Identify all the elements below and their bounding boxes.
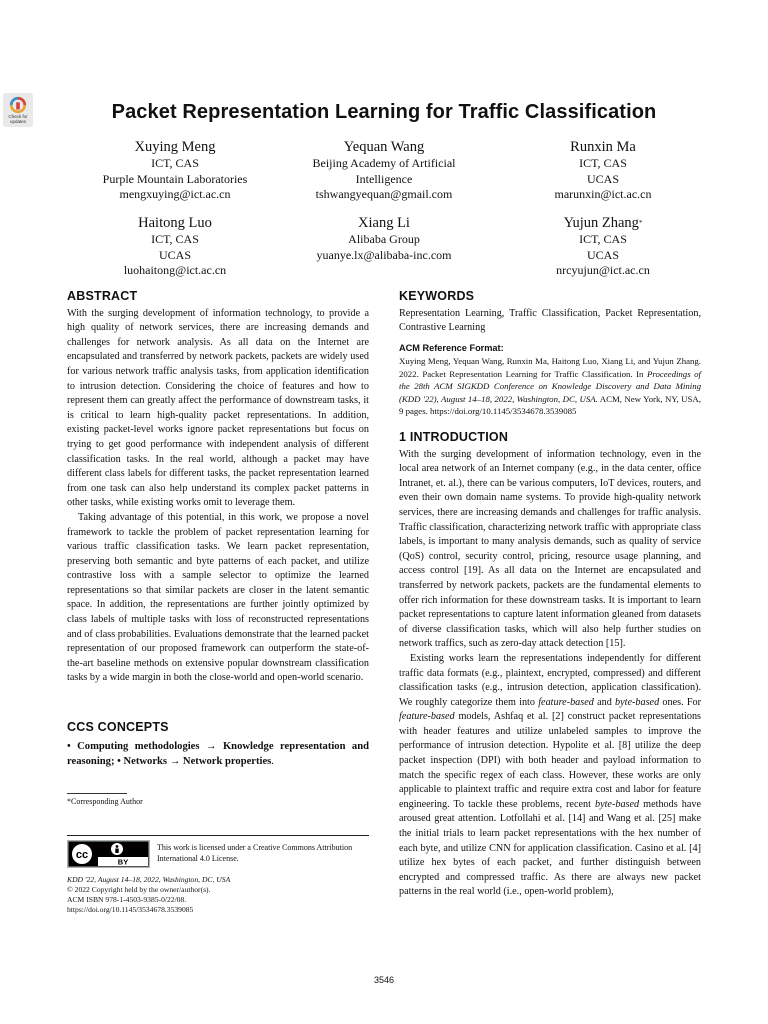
copyright-line: © 2022 Copyright held by the owner/author(s). (67, 885, 211, 894)
intro-paragraph: Existing works learn the representations independently for different traffic data formats (e.g., plaintext, encrypted, compressed) and different classification tasks (e.g., intrusion detection, application classification). We roughly categorize them into feature-based and byte-based ones. For feature-based models, Ashfaq et al. [2] construct packet representations with header features and utilize unlabeled samples to improve the performance of intrusion detection. Hypolite et al. [8] utilize the deep packet inspection (DPI) with both header and payload information to match the specific regex of each class. However, these works are only applicable to plaintext traffic and require extra cost and labor for feature engineering. To tackle these problems, recent byte-based methods have aroused great attention. Lotfollahi et al. [14] and Wang et al. [25] make the initial trials to learn packet representations with the hex number of each byte, and utilize CNN for application classification. Casino et al. [4] utilize hex bytes of each packet, and further distinguish between encrypted and compressed traffic. As there are always new packet patterns in the real world (i.e., open-world problem), (399, 652, 701, 898)
abstract-paragraph: Taking advantage of this potential, in this work, we propose a novel framework to tackle the problem of packet representation learning for various traffic classification tasks. We learn packet representation, preserving both semantic and byte patterns of each packet, and utilize contrastive loss with a sample selector to optimize the learned representations so that similar packets are closer in the latent semantic space. In addition, the representations are further jointly optimized by class labels of multiple tasks with loss of reconstructed representations and of class probabilities. Evaluations demonstrate that the learned packet representation of our proposed framework can outperform the state-of-the-art baseline methods on extensive popular downstream classification tasks by a wide margin in both the close-world and open-world scenario. (67, 511, 369, 684)
ccs-concepts-text: • Computing methodologies → Knowledge representation and reasoning; • Networks → Network properties. (67, 740, 369, 767)
abstract-heading: ABSTRACT (67, 289, 138, 303)
author-name: Xuying Meng (134, 139, 216, 155)
footnote-divider (67, 793, 127, 794)
keywords-text: Representation Learning, Traffic Classification, Packet Representation, Contrastive Learning (399, 307, 701, 334)
author-name: Yequan Wang (343, 139, 425, 155)
abstract-paragraph: With the surging development of information technology, to provide a high quality of network services, there are increasing demands and challenges for network analysis. As all data on the Internet are encapsulated and transferred by network packets, packets are widely used for various network traffic analysis tasks, from application identification to intrusion detection. Considering the choice of features and how to represent them can greatly affect the performance of downstream tasks, it is critical to learn high-quality packet representations. In addition, existing packet-level works ignore packet representations but focus on trying to get good performance with independent analysis of different classification tasks. In the real world, although a packet may have different class labels for different tasks, the packet representation learned from one task can also help understand its complex packet patterns in other tasks, while existing works omit to leverage them. (67, 307, 369, 509)
author-affiliation: ICT, CAS (579, 232, 627, 246)
publication-info (67, 875, 369, 915)
author-block (80, 139, 270, 203)
author-name: Haitong Luo (138, 215, 212, 231)
page-number: 3546 (373, 975, 395, 985)
ccs-heading: CCS CONCEPTS (67, 720, 169, 734)
keywords-section (399, 289, 701, 418)
cc-by-license-logo[interactable] (67, 840, 150, 868)
author-affiliation: UCAS (586, 247, 619, 262)
author-name: Yujun Zhang* (563, 215, 643, 231)
abstract-section (67, 289, 369, 686)
author-block (289, 139, 479, 203)
crossmark-icon (9, 96, 27, 114)
author-block (289, 215, 479, 263)
author-affiliation: UCAS (586, 171, 619, 186)
check-for-updates-badge[interactable] (3, 93, 33, 127)
license-divider (67, 835, 369, 836)
conference-line: KDD '22, August 14–18, 2022, Washington, DC, USA (67, 875, 231, 884)
author-block (508, 215, 698, 279)
license-statement: This work is licensed under a Creative Commons Attribution International 4.0 License. (157, 843, 353, 863)
author-affiliation: ICT, CAS (579, 156, 627, 170)
author-affiliation: Purple Mountain Laboratories (102, 171, 248, 186)
author-affiliation: ICT, CAS (151, 232, 199, 246)
acm-reference-text: Xuying Meng, Yequan Wang, Runxin Ma, Haitong Luo, Xiang Li, and Yujun Zhang. 2022. Packet Representation Learning for Traffic Classification. In Proceedings of the 28th ACM SIGKDD Conference on Knowledge Discovery and Data Mining (KDD '22), August 14–18, 2022, Washington, DC, USA. ACM, New York, NY, USA, 9 pages. https://doi.org/10.1145/3534678.3539085 (399, 356, 702, 417)
isbn-line: ACM ISBN 978-1-4503-9385-0/22/08. (67, 895, 187, 904)
svg-text:BY: BY (117, 857, 129, 867)
paper-title: Packet Representation Learning for Traffic Classification (111, 101, 657, 123)
ccs-section (67, 720, 369, 769)
author-name: Runxin Ma (570, 139, 636, 155)
cc-by-icon (67, 840, 150, 868)
author-email[interactable]: mengxuying@ict.ac.cn (119, 187, 231, 201)
author-block (80, 215, 270, 279)
acm-reference (399, 341, 701, 418)
introduction-section (399, 430, 701, 900)
author-email[interactable]: nrcyujun@ict.ac.cn (556, 263, 650, 277)
author-email[interactable]: marunxin@ict.ac.cn (554, 187, 652, 201)
introduction-heading: 1 INTRODUCTION (399, 430, 509, 444)
author-email[interactable]: tshwangyequan@gmail.com (315, 187, 453, 201)
keywords-heading: KEYWORDS (399, 289, 475, 303)
corresponding-mark: * (638, 219, 643, 227)
intro-paragraph: With the surging development of information technology, even in the local area network of an Internet company (e.g., in the data center, office Intranet, et. al.), there can be various computers, IoT devices, routers, and even their own domain name systems. To provide high-quality network services, there are increasing demands and challenges for traffic analysis. Traffic classification, characterizing network traffic with appropriate class labels, is important to many analysis demands, such as quality of service (QoS) control, security control, pricing, resource usage planning, and access control [19]. As all data on the Internet are encapsulated and transferred by network packets, packets are the fundamental elements to offer rich information for these downstream tasks. It is important to learn packet representations to capture latent information gleaned from datasets of diverse classification tasks, which will also help further studies on network traffics, such as zero-day attack detection [15]. (399, 448, 701, 650)
author-email[interactable]: luohaitong@ict.ac.cn (123, 263, 227, 277)
author-name: Xiang Li (358, 215, 410, 231)
doi-link[interactable]: https://doi.org/10.1145/3534678.3539085 (67, 905, 194, 914)
author-affiliation: UCAS (158, 247, 191, 262)
corresponding-author-footnote: *Corresponding Author (67, 797, 143, 806)
acm-reference-label: ACM Reference Format: (399, 342, 504, 353)
author-email[interactable]: yuanye.lx@alibaba-inc.com (316, 247, 452, 262)
author-affiliation: ICT, CAS (151, 156, 199, 170)
author-block (508, 139, 698, 203)
badge-label-2: updates (9, 119, 26, 124)
author-affiliation: Beijing Academy of Artificial (312, 156, 456, 170)
author-affiliation: Alibaba Group (348, 232, 420, 246)
badge-label-1: Check for (8, 114, 28, 119)
svg-text:cc: cc (75, 849, 89, 861)
author-affiliation: Intelligence (355, 171, 413, 186)
